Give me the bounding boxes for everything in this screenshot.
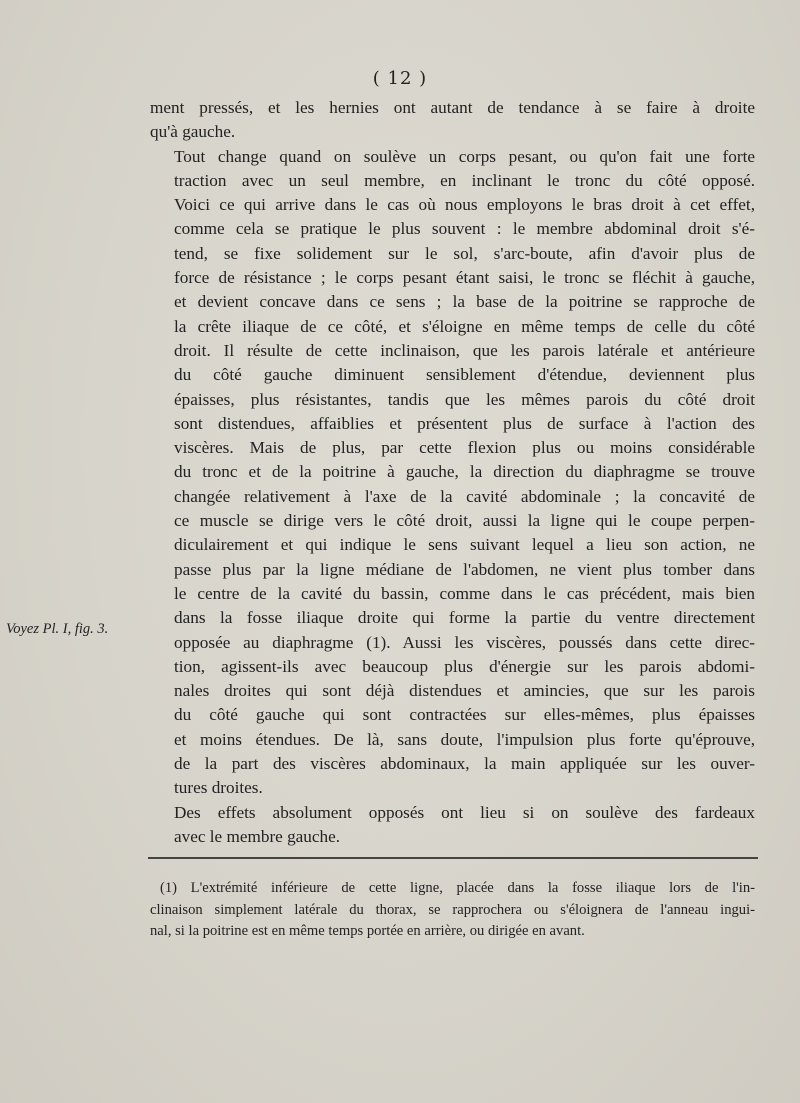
page-number: ( 12 ): [372, 68, 428, 89]
text-line: avec le membre gauche.: [174, 826, 341, 846]
text-line: du tronc et de la poitrine à gauche, la direction du diaphragme se trouve: [174, 462, 755, 482]
text-line: changée relativement à l'axe de la cavité abdominale ; la concavité de: [174, 486, 755, 506]
text-line: de la part des viscères abdominaux, la main appliquée sur les ouver-: [174, 754, 755, 774]
text-line: opposée au diaphragme (1). Aussi les viscères, poussés dans cette direc-: [174, 632, 755, 652]
margin-note-text: Voyez Pl. I, fig. 3.: [6, 621, 109, 637]
paragraph: [150, 145, 755, 801]
text-line: nales droites qui sont déjà distendues et amincies, que sur les parois: [174, 681, 755, 701]
text-line: tend, se fixe solidement sur le sol, s'arc-boute, afin d'avoir plus de: [174, 243, 755, 263]
text-line: tion, agissent-ils avec beaucoup plus d'énergie sur les parois abdomi-: [174, 656, 755, 676]
paragraph: [150, 801, 755, 850]
margin-note: [6, 621, 108, 638]
footnote-line: (1) L'extrémité inférieure de cette ligne, placée dans la fosse iliaque lors de l'in-: [160, 880, 755, 896]
text-line: traction avec un seul membre, en inclinant le tronc du côté opposé.: [174, 170, 755, 190]
text-line: du côté gauche diminuent sensiblement d'étendue, deviennent plus: [174, 365, 755, 385]
text-line: qu'à gauche.: [150, 122, 236, 142]
footnote-divider: [148, 857, 758, 859]
text-line: force de résistance ; le corps pesant étant saisi, le tronc se fléchit à gauche,: [174, 268, 755, 288]
text-line: passe plus par la ligne médiane de l'abdomen, ne vient plus tomber dans: [174, 559, 755, 579]
text-line: du côté gauche qui sont contractées sur elles-mêmes, plus épaisses: [174, 705, 755, 725]
footnote-line: clinaison simplement latérale du thorax, se rapprochera ou s'éloignera de l'anneau ingui-: [150, 901, 755, 918]
text-line: viscères. Mais de plus, par cette flexion plus ou moins considérable: [174, 438, 755, 458]
text-line: diculairement et qui indique le sens suivant lequel a lieu son action, ne: [174, 535, 755, 555]
text-line: le centre de la cavité du bassin, comme dans le cas précédent, mais bien: [174, 583, 755, 603]
footnote: [150, 878, 755, 943]
text-line: Tout change quand on soulève un corps pesant, ou qu'on fait une forte: [174, 146, 755, 166]
text-line: épaisses, plus résistantes, tandis que les mêmes parois du côté droit: [174, 389, 755, 409]
text-line: la crête iliaque de ce côté, et s'éloigne en même temps de celle du côté: [174, 316, 755, 336]
text-line: ce muscle se dirige vers le côté droit, aussi la ligne qui le coupe perpen-: [174, 511, 755, 531]
text-line: sont distendues, affaiblies et présentent plus de surface à l'action des: [174, 413, 755, 433]
text-line: et moins étendues. De là, sans doute, l'impulsion plus forte qu'éprouve,: [174, 729, 755, 749]
text-line: Des effets absolument opposés ont lieu si on soulève des fardeaux: [174, 802, 755, 822]
text-line: ment pressés, et les hernies ont autant de tendance à se faire à droite: [150, 98, 755, 117]
text-line: Voici ce qui arrive dans le cas où nous employons le bras droit à cet effet,: [174, 195, 755, 215]
body-text: [150, 96, 755, 849]
text-line: tures droites.: [174, 778, 263, 798]
text-line: comme cela se pratique le plus souvent : le membre abdominal droit s'é-: [174, 219, 755, 239]
footnote-line: nal, si la poitrine est en même temps portée en arrière, ou dirigée en avant.: [150, 923, 585, 939]
text-line: droit. Il résulte de cette inclinaison, que les parois latérale et antérieure: [174, 340, 755, 360]
text-line: dans la fosse iliaque droite qui forme la partie du ventre directement: [174, 608, 755, 628]
paragraph: [150, 96, 755, 145]
text-line: et devient concave dans ce sens ; la base de la poitrine se rapproche de: [174, 292, 755, 312]
